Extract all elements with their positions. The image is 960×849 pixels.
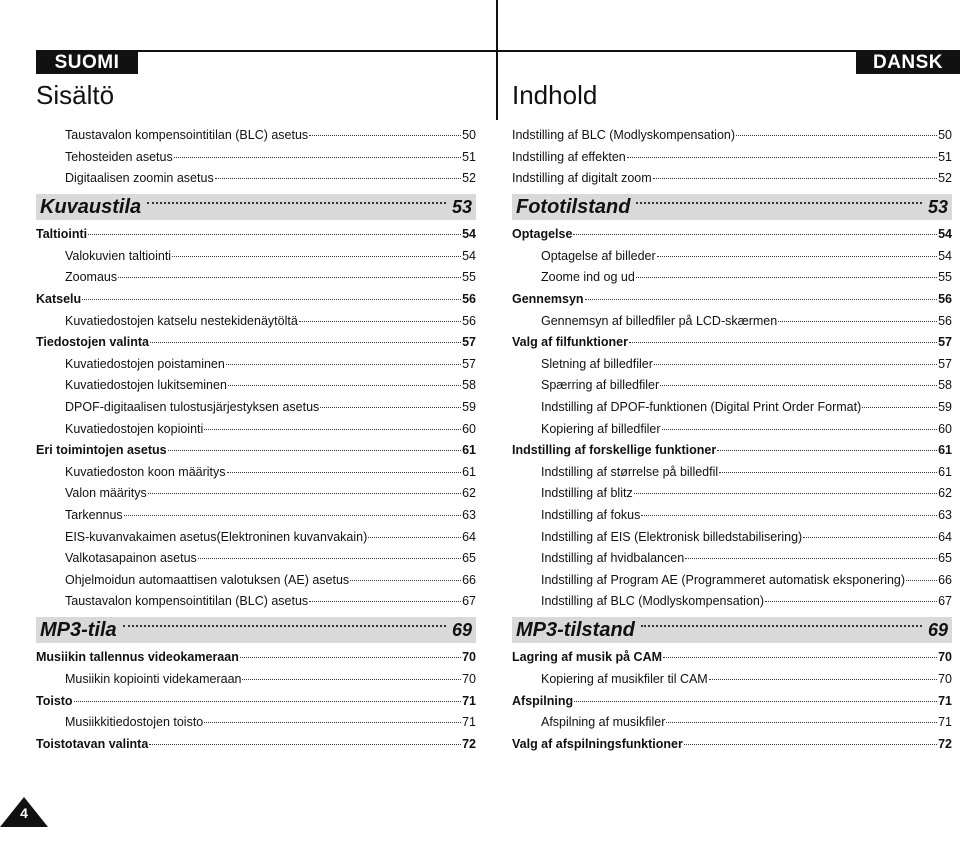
- toc-entry-label: Gennemsyn: [512, 292, 584, 306]
- toc-entry-label: Kuvatiedoston koon määritys: [65, 464, 226, 479]
- toc-entry[interactable]: [36, 712, 476, 732]
- dot-leader: [320, 407, 461, 408]
- toc-entry[interactable]: [512, 691, 952, 711]
- toc-entry[interactable]: [512, 224, 952, 244]
- toc-entry[interactable]: [36, 505, 476, 525]
- toc-entry-label: Taustavalon kompensointitilan (BLC) asetus: [65, 128, 309, 142]
- toc-entry-page: 56: [462, 313, 476, 328]
- toc-entry[interactable]: [36, 289, 476, 309]
- toc-entry-label: Indstilling af EIS (Elektronisk billedstabilisering): [541, 529, 803, 544]
- toc-entry-page: 65: [938, 551, 952, 566]
- dot-leader: [636, 277, 937, 278]
- toc-entry[interactable]: [512, 591, 952, 611]
- dot-leader: [228, 385, 461, 386]
- dot-leader: [242, 679, 461, 680]
- dot-leader: [906, 580, 937, 581]
- toc-entry-label: Indstilling af fokus: [541, 508, 641, 522]
- toc-entry-label: Taltiointi: [36, 227, 88, 242]
- dot-leader: [74, 701, 462, 702]
- toc-entry-label: Tarkennus: [65, 508, 123, 522]
- center-divider: [496, 0, 498, 120]
- dot-leader: [123, 625, 446, 627]
- toc-entry-label: Zoomaus: [65, 270, 118, 285]
- dot-leader: [862, 407, 937, 408]
- toc-entry-label: Indstilling af DPOF-funktionen (Digital Print Order Format): [541, 400, 862, 414]
- dot-leader: [684, 744, 937, 745]
- dot-leader: [309, 601, 461, 602]
- toc-entry-page: 59: [938, 400, 952, 414]
- dot-leader: [124, 515, 461, 516]
- toc-entry[interactable]: [512, 246, 952, 266]
- toc-entry-page: 60: [462, 421, 476, 436]
- toc-entry-label: Indstilling af BLC (Modlyskompensation): [541, 594, 765, 609]
- language-badge-suomi: SUOMI: [36, 52, 138, 74]
- toc-entry[interactable]: [512, 734, 952, 754]
- toc-entry-label: Valokuvien taltiointi: [65, 248, 172, 263]
- toc-entry[interactable]: [36, 125, 476, 145]
- toc-entry-label: Indstilling af digitalt zoom: [512, 171, 652, 186]
- toc-entry-page: 63: [938, 508, 952, 522]
- section-title: MP3-tila: [40, 618, 117, 641]
- dot-leader: [657, 256, 937, 257]
- section-page-number: 53: [927, 196, 948, 217]
- toc-entry-label: Indstilling af forskellige funktioner: [512, 443, 717, 458]
- toc-entry[interactable]: [36, 147, 476, 167]
- toc-entry-page: 71: [462, 715, 476, 730]
- toc-entry-page: 61: [462, 464, 476, 479]
- toc-entry-label: Indstilling af Program AE (Programmeret automatisk eksponering): [541, 572, 906, 587]
- section-header: [36, 194, 476, 220]
- toc-entry-page: 61: [938, 464, 952, 479]
- toc-entry[interactable]: [36, 691, 476, 711]
- toc-entry[interactable]: [512, 647, 952, 667]
- dot-leader: [118, 277, 461, 278]
- toc-entry-page: 54: [938, 248, 952, 263]
- dot-leader: [150, 342, 461, 343]
- section-page-number: 69: [451, 619, 472, 640]
- toc-entry[interactable]: [512, 147, 952, 167]
- toc-entry-label: Optagelse: [512, 227, 573, 242]
- section-header: [512, 617, 952, 643]
- dot-leader: [663, 657, 937, 658]
- dot-leader: [350, 580, 461, 581]
- toc-entry-page: 62: [462, 486, 476, 501]
- toc-entry[interactable]: [512, 419, 952, 439]
- toc-entry-page: 57: [462, 335, 476, 350]
- toc-entry-label: Kuvatiedostojen kopiointi: [65, 421, 204, 436]
- dot-leader: [666, 722, 937, 723]
- toc-entry-page: 59: [462, 400, 476, 414]
- toc-entry-label: Indstilling af BLC (Modlyskompensation): [512, 128, 736, 142]
- dot-leader: [736, 135, 937, 136]
- dot-leader: [627, 157, 937, 158]
- toc-entry[interactable]: [512, 483, 952, 503]
- toc-entry-label: Tehosteiden asetus: [65, 149, 173, 164]
- page-title-danish: Indhold: [512, 80, 598, 110]
- toc-entry[interactable]: [512, 289, 952, 309]
- toc-entry-page: 55: [938, 270, 952, 285]
- toc-entry[interactable]: [512, 354, 952, 374]
- dot-leader: [174, 157, 461, 158]
- toc-entry-page: 71: [938, 715, 952, 730]
- toc-entry-label: Zoome ind og ud: [541, 270, 635, 285]
- toc-entry[interactable]: [512, 397, 952, 417]
- toc-entry-label: Tiedostojen valinta: [36, 335, 149, 350]
- toc-entry[interactable]: [512, 440, 952, 460]
- toc-entry[interactable]: [36, 570, 476, 590]
- toc-entry-page: 56: [462, 292, 476, 306]
- dot-leader: [88, 234, 461, 235]
- toc-entry-page: 63: [462, 508, 476, 522]
- page-title-finnish: Sisältö: [36, 80, 115, 110]
- toc-entry-page: 57: [938, 356, 952, 371]
- dot-leader: [629, 342, 937, 343]
- toc-entry[interactable]: [36, 332, 476, 352]
- toc-entry[interactable]: [36, 246, 476, 266]
- toc-entry-label: Kopiering af billedfiler: [541, 421, 661, 436]
- toc-entry[interactable]: [512, 548, 952, 568]
- toc-entry[interactable]: [36, 168, 476, 188]
- toc-entry-page: 70: [938, 650, 952, 665]
- toc-entry-page: 50: [462, 128, 476, 142]
- toc-entry[interactable]: [36, 462, 476, 482]
- toc-entry[interactable]: [36, 647, 476, 667]
- toc-entry-label: Kuvatiedostojen katselu nestekidenäytöltä: [65, 313, 298, 328]
- toc-entry-page: 61: [938, 443, 952, 458]
- toc-entry-label: Taustavalon kompensointitilan (BLC) asetus: [65, 594, 309, 609]
- dot-leader: [662, 429, 938, 430]
- dot-leader: [204, 429, 461, 430]
- dot-leader: [204, 722, 461, 723]
- toc-entry[interactable]: [36, 354, 476, 374]
- toc-entry-page: 71: [462, 693, 476, 708]
- dot-leader: [719, 472, 937, 473]
- dot-leader: [368, 537, 461, 538]
- toc-entry[interactable]: [36, 548, 476, 568]
- toc-entry[interactable]: [36, 311, 476, 331]
- toc-entry-page: 70: [938, 672, 952, 686]
- dot-leader: [660, 385, 937, 386]
- page-number-badge: [0, 797, 48, 827]
- dot-leader: [585, 299, 938, 300]
- toc-entry-page: 60: [938, 421, 952, 436]
- toc-entry-label: Spærring af billedfiler: [541, 378, 660, 393]
- dot-leader: [803, 537, 937, 538]
- dot-leader: [198, 558, 461, 559]
- toc-entry-label: Valon määritys: [65, 486, 147, 501]
- toc-entry-page: 62: [938, 486, 952, 501]
- toc-entry-page: 70: [462, 672, 476, 686]
- dot-leader: [717, 450, 937, 451]
- toc-entry-page: 71: [938, 693, 952, 708]
- toc-entry-label: Toisto: [36, 693, 73, 708]
- toc-entry[interactable]: [512, 311, 952, 331]
- toc-entry[interactable]: [512, 332, 952, 352]
- toc-entry-page: 67: [938, 594, 952, 609]
- toc-entry-page: 66: [462, 572, 476, 587]
- dot-leader: [641, 515, 937, 516]
- toc-entry-page: 58: [938, 378, 952, 393]
- dot-leader: [573, 234, 937, 235]
- toc-entry[interactable]: [512, 712, 952, 732]
- dot-leader: [147, 202, 446, 204]
- toc-entry[interactable]: [512, 125, 952, 145]
- toc-entry-label: Musiikin tallennus videokameraan: [36, 650, 239, 665]
- toc-entry-label: EIS-kuvanvakaimen asetus(Elektroninen kuvanvakain): [65, 529, 368, 544]
- toc-entry-label: Gennemsyn af billedfiler på LCD-skærmen: [541, 313, 778, 328]
- toc-entry[interactable]: [512, 527, 952, 547]
- toc-entry-page: 57: [938, 335, 952, 350]
- dot-leader: [215, 178, 461, 179]
- toc-entry-page: 70: [462, 650, 476, 665]
- toc-entry-label: Optagelse af billeder: [541, 248, 656, 263]
- toc-entry-label: Indstilling af hvidbalancen: [541, 551, 685, 566]
- dot-leader: [653, 178, 937, 179]
- section-header: [512, 194, 952, 220]
- toc-entry-label: Lagring af musik på CAM: [512, 650, 663, 665]
- section-page-number: 53: [451, 196, 472, 217]
- toc-entry-page: 51: [938, 149, 952, 164]
- toc-entry-page: 72: [462, 736, 476, 751]
- toc-entry-page: 55: [462, 270, 476, 285]
- toc-entry-label: DPOF-digitaalisen tulostusjärjestyksen asetus: [65, 400, 320, 414]
- language-badge-dansk: DANSK: [856, 52, 960, 74]
- dot-leader: [685, 558, 937, 559]
- toc-entry-page: 66: [938, 572, 952, 587]
- section-title: Fototilstand: [516, 195, 631, 218]
- toc-entry-label: Valg af afspilningsfunktioner: [512, 736, 683, 751]
- toc-entry-label: Afspilning: [512, 693, 574, 708]
- dot-leader: [654, 364, 937, 365]
- dot-leader: [309, 135, 461, 136]
- toc-entry-label: Indstilling af blitz: [541, 486, 633, 501]
- toc-entry-label: Indstilling af størrelse på billedfil: [541, 464, 719, 479]
- toc-entry-page: 64: [462, 529, 476, 544]
- toc-entry-label: Sletning af billedfiler: [541, 356, 653, 371]
- dot-leader: [641, 625, 922, 627]
- dot-leader: [634, 493, 937, 494]
- toc-entry[interactable]: [36, 375, 476, 395]
- toc-entry-page: 58: [462, 378, 476, 393]
- toc-entry[interactable]: [36, 483, 476, 503]
- toc-entry[interactable]: [512, 505, 952, 525]
- section-title: Kuvaustila: [40, 195, 142, 218]
- toc-entry-page: 72: [938, 736, 952, 751]
- toc-entry-label: Kuvatiedostojen poistaminen: [65, 356, 225, 371]
- toc-entry[interactable]: [512, 267, 952, 287]
- dot-leader: [765, 601, 937, 602]
- dot-leader: [778, 321, 937, 322]
- toc-entry-page: 52: [462, 171, 476, 186]
- toc-entry-label: Afspilning af musikfiler: [541, 715, 666, 730]
- toc-entry[interactable]: [36, 267, 476, 287]
- dot-leader: [168, 450, 462, 451]
- dot-leader: [148, 493, 461, 494]
- toc-entry[interactable]: [36, 734, 476, 754]
- dot-leader: [227, 472, 462, 473]
- toc-entry[interactable]: [36, 591, 476, 611]
- toc-entry-page: 54: [462, 227, 476, 242]
- dot-leader: [149, 744, 461, 745]
- toc-entry[interactable]: [36, 669, 476, 689]
- toc-entry-page: 50: [938, 128, 952, 142]
- toc-entry-page: 65: [462, 551, 476, 566]
- dot-leader: [82, 299, 461, 300]
- section-page-number: 69: [927, 619, 948, 640]
- toc-entry-page: 54: [938, 227, 952, 242]
- toc-entry[interactable]: [512, 669, 952, 689]
- toc-entry[interactable]: [36, 527, 476, 547]
- toc-entry-page: 64: [938, 529, 952, 544]
- toc-entry-page: 67: [462, 594, 476, 609]
- toc-entry[interactable]: [512, 462, 952, 482]
- toc-entry-page: 56: [938, 292, 952, 306]
- dot-leader: [299, 321, 461, 322]
- toc-entry-page: 57: [462, 356, 476, 371]
- toc-entry-page: 61: [462, 443, 476, 458]
- dot-leader: [240, 657, 461, 658]
- toc-entry-label: Musiikin kopiointi videkameraan: [65, 672, 242, 686]
- dot-leader: [709, 679, 937, 680]
- toc-entry[interactable]: [36, 224, 476, 244]
- dot-leader: [226, 364, 461, 365]
- toc-entry-label: Valg af filfunktioner: [512, 335, 628, 350]
- toc-entry-label: Toistotavan valinta: [36, 736, 149, 751]
- toc-entry-page: 52: [938, 171, 952, 186]
- toc-entry-label: Kopiering af musikfiler til CAM: [541, 672, 708, 686]
- section-title: MP3-tilstand: [516, 618, 635, 641]
- toc-entry-label: Eri toimintojen asetus: [36, 443, 167, 458]
- toc-entry[interactable]: [512, 375, 952, 395]
- toc-entry-label: Katselu: [36, 292, 82, 306]
- toc-entry[interactable]: [512, 168, 952, 188]
- toc-entry-page: 51: [462, 149, 476, 164]
- toc-entry-label: Digitaalisen zoomin asetus: [65, 171, 214, 186]
- toc-entry-label: Indstilling af effekten: [512, 149, 626, 164]
- toc-entry-page: 54: [462, 248, 476, 263]
- dot-leader: [574, 701, 937, 702]
- toc-entry[interactable]: [36, 440, 476, 460]
- dot-leader: [636, 202, 922, 204]
- dot-leader: [172, 256, 461, 257]
- section-header: [36, 617, 476, 643]
- toc-entry[interactable]: [512, 570, 952, 590]
- toc-entry-label: Valkotasapainon asetus: [65, 551, 197, 566]
- page-number: 4: [20, 805, 28, 821]
- toc-entry-label: Ohjelmoidun automaattisen valotuksen (AE) asetus: [65, 572, 350, 587]
- toc-entry[interactable]: [36, 397, 476, 417]
- toc-entry-page: 56: [938, 313, 952, 328]
- toc-entry[interactable]: [36, 419, 476, 439]
- toc-entry-label: Kuvatiedostojen lukitseminen: [65, 378, 227, 393]
- toc-entry-label: Musiikkitiedostojen toisto: [65, 715, 204, 730]
